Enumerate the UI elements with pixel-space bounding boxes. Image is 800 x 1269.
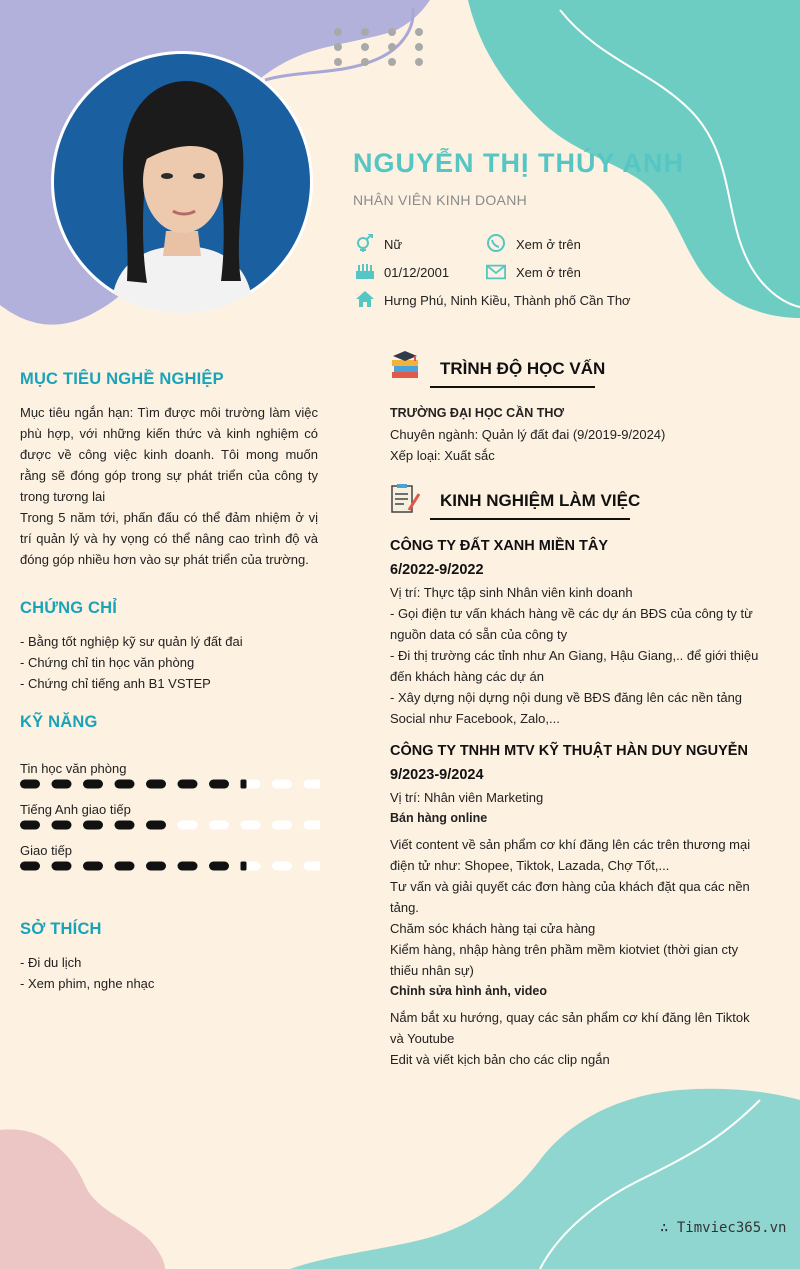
- education-rank: Xếp loại: Xuất sắc: [390, 448, 495, 463]
- skill-segment-filled: [178, 780, 198, 789]
- skill-segment-filled: [52, 780, 72, 789]
- experience-title: KINH NGHIỆM LÀM VIỆC: [440, 491, 641, 510]
- skill-segment-filled: [209, 780, 229, 789]
- skill-segment-filled: [83, 780, 103, 789]
- skill-segment-filled: [241, 780, 247, 789]
- skill-segment-filled: [241, 862, 247, 871]
- skill-segment-filled: [115, 821, 135, 830]
- job-period: 6/2022-9/2022: [390, 562, 484, 578]
- skill-segment-filled: [115, 862, 135, 871]
- skill-segment-filled: [146, 821, 166, 830]
- skill-segment-empty: [272, 821, 292, 830]
- objective-title: MỤC TIÊU NGHỀ NGHIỆP: [20, 370, 224, 388]
- job-duty: - Xây dựng nội dựng nội dung về BĐS đăng lên các nền tảng Social như Facebook, Zalo,...: [390, 690, 743, 726]
- school-name: TRƯỜNG ĐẠI HỌC CẦN THƠ: [390, 406, 565, 420]
- job-duty: Nắm bắt xu hướng, quay các sản phẩm cơ khí đăng lên Tiktok và Youtube: [390, 1010, 750, 1046]
- skill-segment-filled: [178, 862, 198, 871]
- company-name: CÔNG TY TNHH MTV KỸ THUẬT HÀN DUY NGUYỄN: [390, 743, 748, 759]
- hobbies-title: SỞ THÍCH: [20, 920, 102, 938]
- footer-brand[interactable]: ∴ Timviec365.vn: [660, 1220, 787, 1236]
- objective-paragraph: Mục tiêu ngắn hạn: Tìm được môi trường làm việc phù hợp, với những kiến thức và kinh nghiệm có được về công việc kinh doanh. Tôi mong muốn rằng sẽ đóng góp trong sự phát triển của công ty trong tương lai: [20, 405, 318, 504]
- company-name: CÔNG TY ĐẤT XANH MIỀN TÂY: [390, 538, 609, 554]
- phone-value: Xem ở trên: [516, 237, 581, 252]
- job-duty: - Đi thị trường các tỉnh như An Giang, Hậu Giang,.. để giới thiệu đến khách hàng các dự án: [390, 648, 759, 684]
- work-checklist-icon: [389, 482, 421, 514]
- skill-segment-filled: [146, 780, 166, 789]
- list-item: - Đi du lịch: [20, 955, 82, 970]
- job-details: [390, 787, 765, 1070]
- job-duty: Viết content về sản phẩm cơ khí đăng lên các trên thương mại điện tử như: Shopee, Tiktok, Lazada, Chợ Tốt,...: [390, 837, 751, 873]
- skills-title: KỸ NĂNG: [20, 713, 98, 731]
- job-subheading: Chỉnh sửa hình ảnh, video: [390, 984, 547, 998]
- skill-label: Tiếng Anh giao tiếp: [20, 802, 131, 817]
- job-subheading: Bán hàng online: [390, 811, 488, 825]
- skill-segment-filled: [20, 821, 40, 830]
- candidate-name: NGUYỄN THỊ THÚY ANH: [353, 148, 685, 178]
- education-title: TRÌNH ĐỘ HỌC VẤN: [440, 359, 606, 378]
- skill-label: Tin học văn phòng: [20, 761, 127, 776]
- skill-segment-filled: [146, 862, 166, 871]
- objective-paragraph: Trong 5 năm tới, phấn đấu có thể đảm nhiệm ở vị trí quản lý và hy vọng có thể nâng cao trình độ và đóng góp nhiều hơn vào sự phát triển của trường.: [20, 510, 318, 567]
- address-value: Hưng Phú, Ninh Kiều, Thành phố Cần Thơ: [384, 293, 631, 308]
- list-item: - Chứng chỉ tin học văn phòng: [20, 655, 195, 670]
- skill-segment-empty: [178, 821, 198, 830]
- skill-segment-empty: [241, 821, 261, 830]
- birthday-value: 01/12/2001: [384, 265, 450, 280]
- job-duty: Kiểm hàng, nhập hàng trên phầm mềm kiotviet (thời gian cty thiếu nhân sự): [390, 942, 739, 978]
- certificates-list: [20, 631, 318, 694]
- email-icon: [486, 263, 506, 281]
- list-item: - Xem phim, nghe nhạc: [20, 976, 155, 991]
- books-graduation-icon: [389, 350, 421, 382]
- home-icon: [355, 290, 375, 308]
- skill-segment-empty: [272, 862, 292, 871]
- skill-segment-filled: [83, 862, 103, 871]
- hobbies-list: [20, 952, 318, 994]
- skill-segment-empty: [272, 780, 292, 789]
- pink-blob: [0, 1129, 165, 1269]
- email-value: Xem ở trên: [516, 265, 581, 280]
- job-role: Vị trí: Thực tập sinh Nhân viên kinh doanh: [390, 585, 633, 600]
- birthday-cake-icon: [355, 262, 375, 280]
- section-underline: [430, 386, 595, 388]
- skill-segment-empty: [304, 780, 321, 789]
- certificates-title: CHỨNG CHỈ: [20, 599, 118, 617]
- skill-segment-filled: [209, 862, 229, 871]
- skill-segment-empty: [304, 862, 321, 871]
- skill-segment-filled: [20, 862, 40, 871]
- skill-rating-bar: [20, 860, 320, 872]
- education-details: [390, 403, 765, 466]
- job-duty: Tư vấn và giải quyết các đơn hàng của khách đặt qua các nền tảng.: [390, 879, 750, 915]
- skill-segment-empty: [304, 821, 321, 830]
- job-role: Vị trí: Nhân viên Marketing: [390, 790, 544, 805]
- gender-icon: [355, 234, 375, 252]
- teal-bottom-blob: [290, 1089, 800, 1269]
- skill-segment-filled: [52, 821, 72, 830]
- job-duty: - Gọi điện tư vấn khách hàng về các dự án BĐS của công ty từ nguồn data có sẵn của công ty: [390, 606, 753, 642]
- job-details: [390, 582, 765, 729]
- list-item: - Chứng chỉ tiếng anh B1 VSTEP: [20, 676, 211, 691]
- skill-rating-bar: [20, 819, 320, 831]
- skill-segment-filled: [83, 821, 103, 830]
- job-period: 9/2023-9/2024: [390, 767, 484, 783]
- gender-value: Nữ: [384, 237, 403, 252]
- skill-segment-empty: [209, 821, 229, 830]
- objective-text: [20, 402, 318, 570]
- job-duty: Edit và viết kịch bản cho các clip ngắn: [390, 1052, 610, 1067]
- skill-label: Giao tiếp: [20, 843, 73, 858]
- job-duty: Chăm sóc khách hàng tại cửa hàng: [390, 921, 596, 936]
- portrait-photo: [51, 51, 313, 313]
- phone-icon: [486, 234, 506, 252]
- skill-rating-bar: [20, 778, 320, 790]
- skill-segment-filled: [52, 862, 72, 871]
- avatar: [51, 51, 313, 313]
- job-position: NHÂN VIÊN KINH DOANH: [353, 192, 528, 208]
- skill-segment-filled: [115, 780, 135, 789]
- education-major: Chuyên ngành: Quản lý đất đai (9/2019-9/2024): [390, 427, 666, 442]
- section-underline: [430, 518, 630, 520]
- list-item: - Bằng tốt nghiệp kỹ sư quản lý đất đai: [20, 634, 243, 649]
- skill-segment-filled: [20, 780, 40, 789]
